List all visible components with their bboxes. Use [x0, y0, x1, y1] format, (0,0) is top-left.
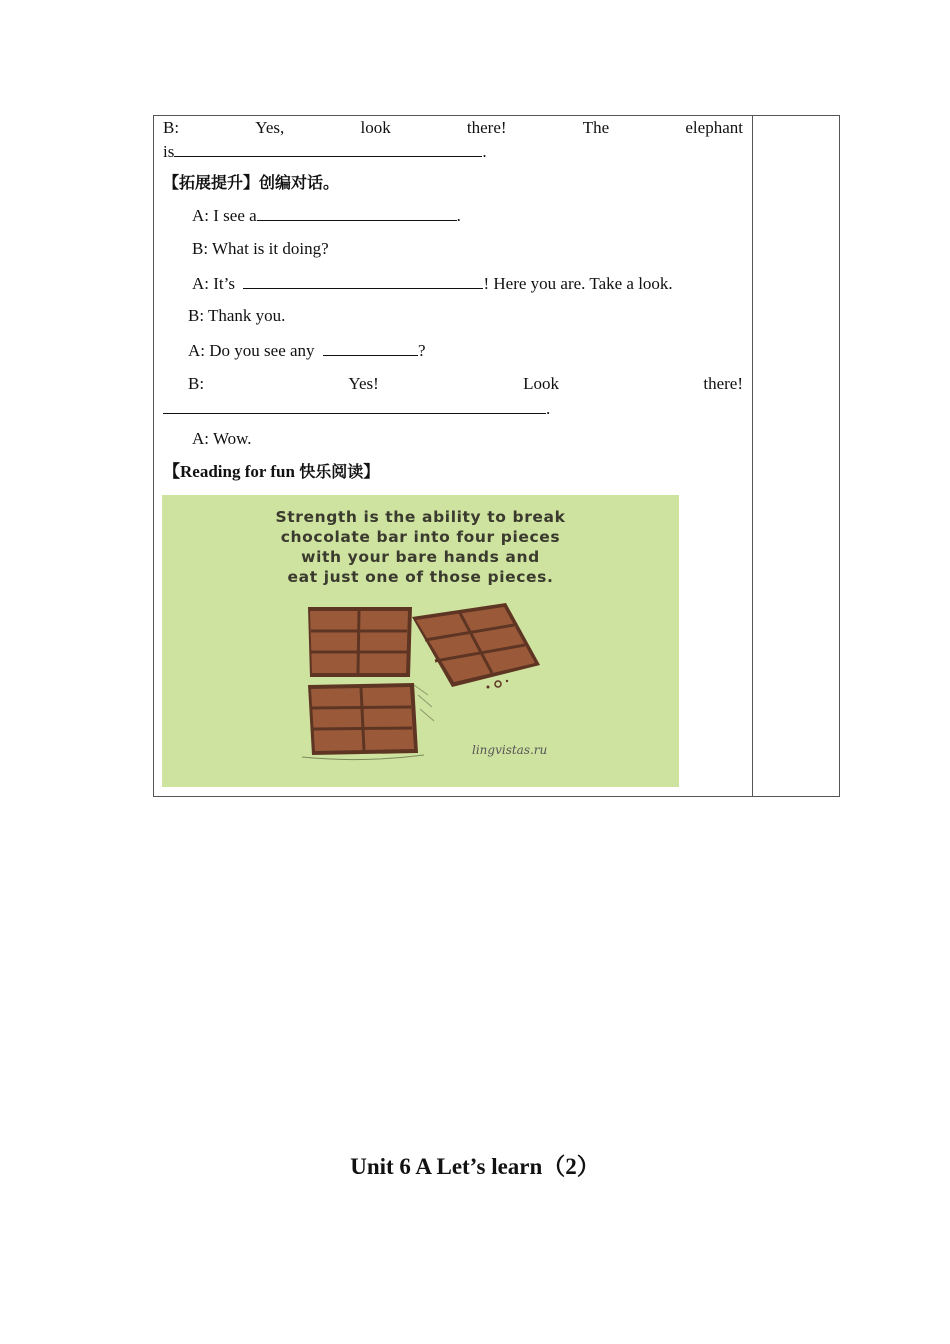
dialogue-line-b3-blank: .	[163, 397, 550, 420]
dialogue-line-b1: B: What is it doing?	[192, 239, 329, 258]
word: elephant	[685, 118, 743, 137]
word: Yes,	[255, 118, 285, 137]
dialogue-line-b2: B: Thank you.	[188, 306, 286, 325]
word: there!	[466, 118, 507, 137]
word: is	[163, 142, 175, 161]
comic-caption: Strength is the ability to break chocolate bar into four pieces with your bare hands and eat just one of those pieces.	[275, 508, 566, 586]
word: The	[582, 118, 610, 137]
chocolate-comic-image	[162, 495, 679, 787]
reading-heading: 【Reading for fun 快乐阅读】	[163, 462, 380, 481]
dialogue-line-b3: B: Yes! Look there!	[188, 374, 743, 393]
unit-title: Unit 6 A Let’s learn（2）	[350, 1154, 600, 1179]
answer-blank[interactable]	[243, 272, 483, 289]
extension-heading: 【拓展提升】创编对话。	[163, 173, 340, 192]
answer-blank[interactable]	[174, 140, 482, 157]
dialogue-line-b-elephant	[163, 117, 743, 139]
dialogue-line-a2: A: It’s ! Here you are. Take a look.	[192, 274, 673, 293]
word: look	[360, 118, 391, 137]
dialogue-line-a4: A: Wow.	[192, 429, 252, 448]
answer-blank[interactable]	[257, 204, 457, 221]
chocolate-piece	[308, 607, 412, 677]
dialogue-line-is-blank: is .	[163, 142, 487, 161]
answer-blank[interactable]	[163, 397, 546, 414]
answer-blank[interactable]	[323, 339, 418, 356]
word: B:	[163, 118, 180, 137]
chocolate-piece	[412, 603, 540, 689]
artist-signature: lingvistas.ru	[472, 743, 548, 757]
chocolate-piece	[308, 683, 418, 755]
table-column-divider	[752, 115, 753, 797]
dialogue-line-a1: A: I see a .	[192, 206, 461, 225]
dialogue-line-a3: A: Do you see any ?	[188, 341, 426, 360]
